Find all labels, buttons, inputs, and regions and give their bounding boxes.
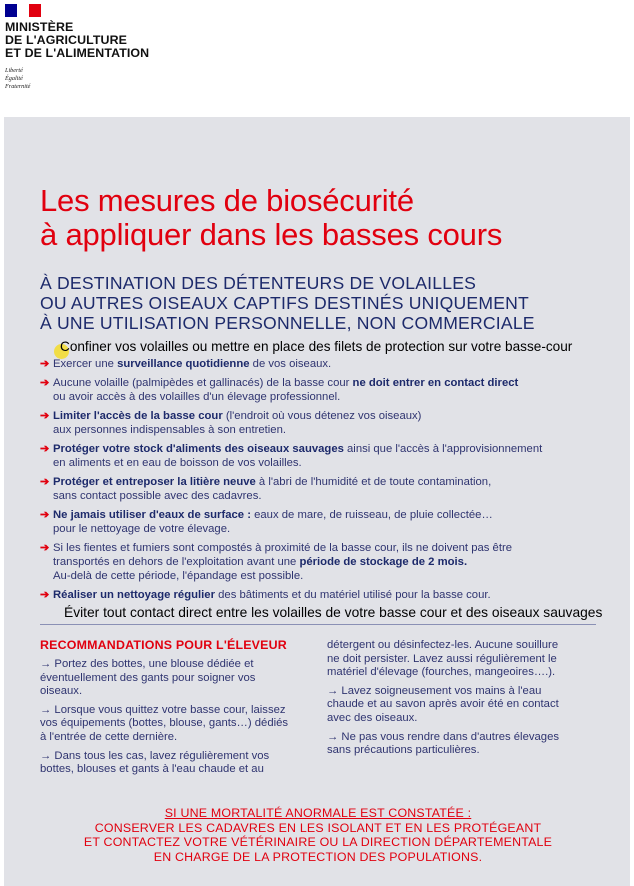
- arrow-icon: ➔: [40, 410, 50, 422]
- republic-flag-logo: [5, 4, 41, 17]
- arrow-icon: ➔: [40, 377, 50, 389]
- measure-item: ➔ Limiter l'accès de la basse cour (l'endroit où vous détenez vos oiseaux) aux personnes indispensables à son entretien.: [40, 410, 422, 436]
- arrow-icon: ➔: [40, 443, 50, 455]
- title-line: Les mesures de biosécurité: [40, 183, 414, 218]
- recommendations-right-column: [327, 639, 597, 763]
- arrow-icon: ➔: [40, 358, 50, 370]
- measure-item: ➔ Si les fientes et fumiers sont compostés à proximité de la basse cour, ils ne doivent pas être transportés en dehors de l'exploitation avant une période de stockage de 2 mois. Au-delà de cette période, l'épandage est possible.: [40, 542, 513, 582]
- alert-line: SI UNE MORTALITÉ ANORMALE EST CONSTATÉE :: [164, 806, 472, 820]
- measure-item: ➔ Protéger votre stock d'aliments des oiseaux sauvages ainsi que l'accès à l'approvisionnement en aliments et en eau de boisson de vos volailles.: [40, 443, 543, 469]
- recommendations-left-column: [40, 658, 310, 782]
- audience-subtitle: [40, 273, 535, 333]
- measure-item: ➔ Ne jamais utiliser d'eaux de surface : eaux de mare, de ruisseau, de pluie collectée… pour le nettoyage de votre élevage.: [40, 509, 493, 535]
- recommendation-item: → Lorsque vous quittez votre basse cour, laissez vos équipements (bottes, blouse, gants…) dédiés à l'entrée de cette dernière.: [40, 703, 289, 743]
- ministry-line: DE L'AGRICULTURE: [5, 33, 128, 48]
- mortality-alert: [40, 806, 596, 864]
- ministry-name: [5, 21, 149, 61]
- alert-line: ET CONTACTEZ VOTRE VÉTÉRINAIRE OU LA DIRECTION DÉPARTEMENTALE: [83, 835, 553, 850]
- measure-item: ➔ Protéger et entreposer la litière neuve à l'abri de l'humidité et de toute contamination, sans contact possible avec des cadavres.: [40, 476, 492, 502]
- subtitle-line: À DESTINATION DES DÉTENTEURS DE VOLAILLES: [40, 273, 477, 293]
- section-divider: [40, 624, 596, 625]
- arrow-icon: ➔: [40, 542, 50, 554]
- confine-instruction: Confiner vos volailles ou mettre en place des filets de protection sur votre basse-cour: [60, 339, 573, 354]
- recommendation-item: → Dans tous les cas, lavez régulièrement vos bottes, blouses et gants à l'eau chaude et au: [40, 749, 270, 776]
- alert-line: CONSERVER LES CADAVRES EN LES ISOLANT ET EN LES PROTÉGEANT: [94, 820, 542, 835]
- measure-item: ➔ Réaliser un nettoyage régulier des bâtiments et du matériel utilisé pour la basse cour.: [40, 589, 491, 601]
- recommendation-item: → Portez des bottes, une blouse dédiée et éventuellement des gants pour soigner vos oiseaux.: [40, 658, 256, 698]
- ministry-line: MINISTÈRE: [5, 20, 74, 34]
- recommendation-item: détergent ou désinfectez-les. Aucune souillure ne doit persister. Lavez aussi régulièrement le matériel d'élevage (fourches, mangeoires….).: [327, 639, 559, 679]
- header: [0, 0, 634, 117]
- measure-item: ➔ Exercer une surveillance quotidienne de vos oiseaux.: [40, 358, 332, 370]
- arrow-icon: ➔: [40, 509, 50, 521]
- motto-line: Égalité: [5, 74, 23, 82]
- arrow-icon: ➔: [40, 476, 50, 488]
- subtitle-line: À UNE UTILISATION PERSONNELLE, NON COMMERCIALE: [40, 313, 535, 333]
- avoid-contact-instruction: Éviter tout contact direct entre les volailles de votre basse cour et des oiseaux sauvages: [64, 605, 603, 620]
- subtitle-line: OU AUTRES OISEAUX CAPTIFS DESTINÉS UNIQUEMENT: [40, 293, 529, 313]
- ministry-line: ET DE L'ALIMENTATION: [5, 46, 150, 61]
- republic-motto: [5, 67, 30, 90]
- alert-line: EN CHARGE DE LA PROTECTION DES POPULATIONS.: [153, 849, 483, 864]
- recommendations-title: RECOMMANDATIONS POUR L'ÉLEVEUR: [40, 638, 287, 652]
- arrow-icon: ➔: [40, 589, 50, 601]
- motto-line: Liberté: [5, 67, 23, 74]
- title-line: à appliquer dans les basses cours: [40, 217, 503, 252]
- measures-list: [40, 357, 600, 607]
- page-title: [40, 184, 502, 252]
- measure-item: ➔ Aucune volaille (palmipèdes et gallinacés) de la basse cour ne doit entrer en contact direct ou avoir accès à des volailles d'un élevage professionnel.: [40, 377, 519, 403]
- recommendation-item: → Lavez soigneusement vos mains à l'eau chaude et au savon après avoir été en contact avec des oiseaux.: [327, 684, 559, 724]
- motto-line: Fraternité: [5, 82, 31, 90]
- recommendation-item: → Ne pas vous rendre dans d'autres élevages sans précautions particulières.: [327, 730, 559, 757]
